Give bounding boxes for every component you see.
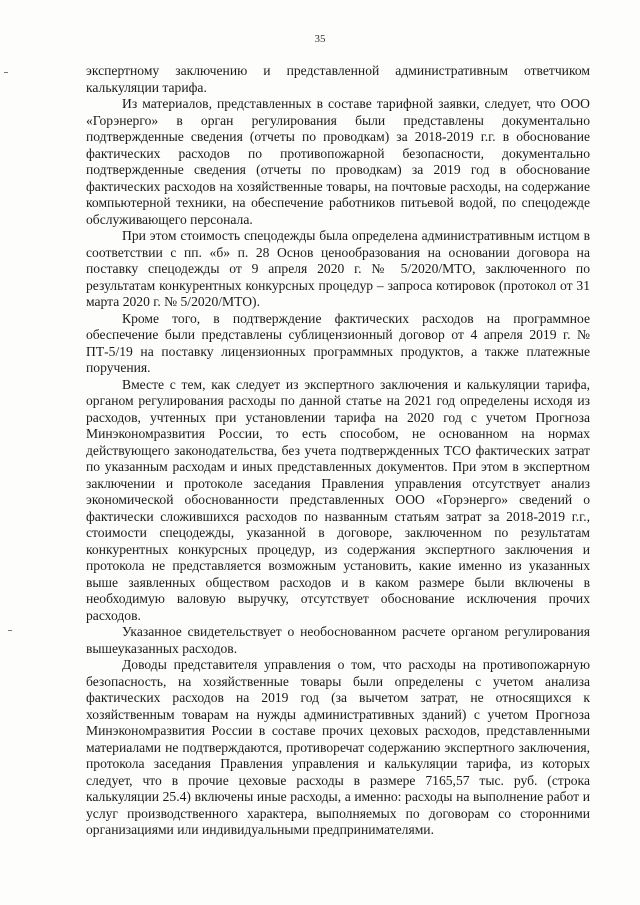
scan-mark [8, 630, 12, 631]
paragraph: При этом стоимость спецодежды была определена административным истцом в соответствии с пп. «б» п. 28 Основ ценообразования на основании договора на поставку спецодежды от 9 апреля 2020 г. № 5/2020/МТО, заключенного по результатам конкурентных конкурсных процедур – запроса котировок (протокол от 31 марта 2020 г. № 5/2020/МТО). [86, 228, 590, 309]
document-body [86, 63, 590, 839]
paragraph: Из материалов, представленных в составе тарифной заявки, следует, что ООО «Горэнерго» в орган регулирования были представлены документально подтвержденные сведения (отчеты по проводкам) за 2018-2019 г.г. в обоснование фактических расходов по противопожарной безопасности, документально подтвержденные сведения (отчеты по проводкам) за 2019 год в обоснование фактических расходов на хозяйственные товары, на почтовые расходы, на содержание компьютерной техники, на обеспечение работников питьевой водой, по спецодежде обслуживающего персонала. [86, 96, 590, 227]
paragraph: Вместе с тем, как следует из экспертного заключения и калькуляции тарифа, органом регулирования расходы по данной статье на 2021 год определены исходя из расходов, учтенных при установлении тарифа на 2020 год с учетом Прогноза Минэкономразвития России, то есть способом, не основанном на нормах действующего законодательства, без учета подтвержденных ТСО фактических затрат по указанным расходам и иных представленных документов. При этом в экспертном заключении и протоколе заседания Правления управления отсутствует анализ экономической обоснованности представленных ООО «Горэнерго» сведений о фактически сложившихся расходов по названным статьям затрат за 2018-2019 г.г., стоимости спецодежды, указанной в договоре, заключенном по результатам конкурентных конкурсных процедур, из содержания экспертного заключения и протокола не представляется возможным установить, какие именно из указанных выше заявленных обществом расходов и в каком размере были включены в необходимую валовую выручку, отсутствует обоснование исключения прочих расходов. [86, 376, 590, 623]
page-number: 35 [314, 33, 326, 45]
paragraph: Указанное свидетельствует о необоснованном расчете органом регулирования вышеуказанных расходов. [86, 624, 590, 656]
scan-mark [4, 72, 8, 73]
paragraph: Кроме того, в подтверждение фактических расходов на программное обеспечение были представлены сублицензионный договор от 4 апреля 2019 г. № ПТ-5/19 на поставку лицензионных программных продуктов, а также платежные поручения. [86, 310, 590, 375]
paragraph: Доводы представителя управления о том, что расходы на противопожарную безопасность, на хозяйственные товары были определены с учетом анализа фактических расходов на 2019 год (за вычетом затрат, не относящихся к хозяйственным товарам на нужды административных зданий) с учетом Прогноза Минэкономразвития России в составе прочих цеховых расходов, представленными материалами не подтверждаются, противоречат содержанию экспертного заключения, протокола заседания Правления управления и калькуляции тарифа, из которых следует, что в прочие цеховые расходы в размере 7165,57 тыс. руб. (строка калькуляции 25.4) включены иные расходы, а именно: расходы на выполнение работ и услуг производственного характера, выполняемых по договорам со сторонними организациями или индивидуальными предпринимателями. [86, 657, 590, 837]
paragraph: экспертному заключению и представленной административным ответчиком калькуляции тарифа. [86, 63, 590, 95]
